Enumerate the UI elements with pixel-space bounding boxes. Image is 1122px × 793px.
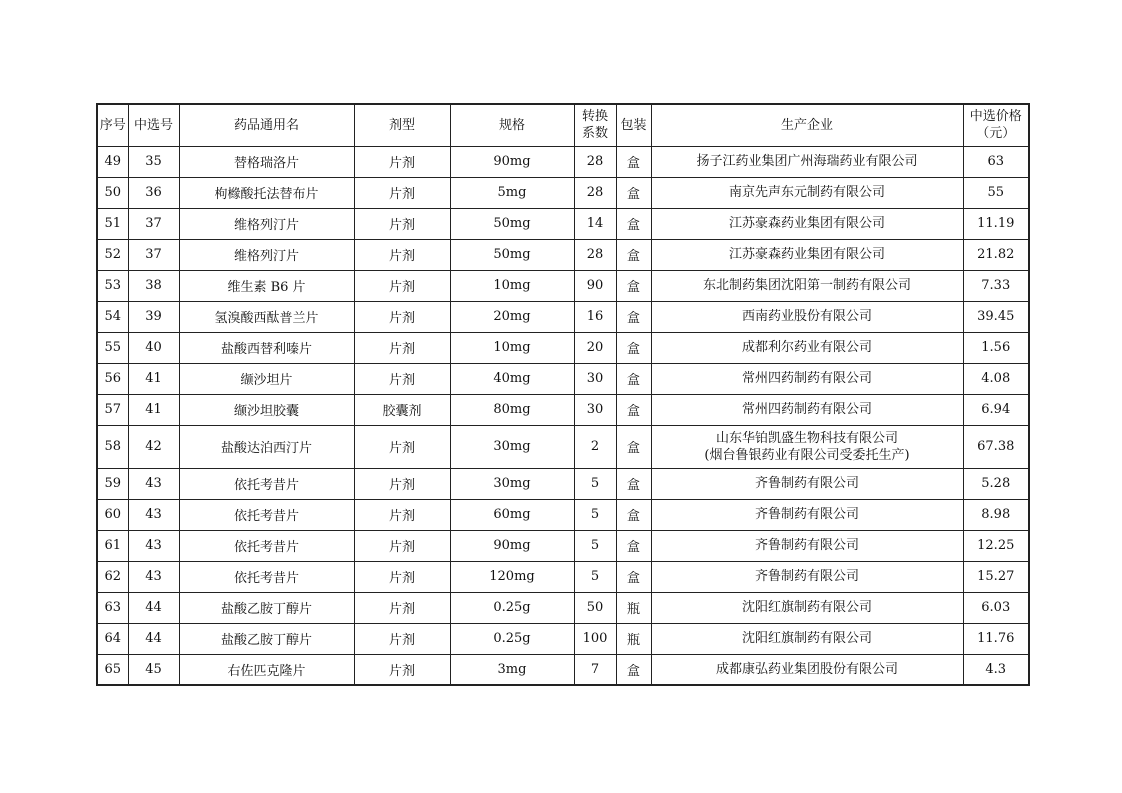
cell-price: 11.76 [963,623,1029,654]
cell-seq: 51 [97,208,128,239]
cell-dosage-form: 胶囊剂 [354,394,450,425]
cell-manufacturer [651,177,963,208]
cell-seq: 56 [97,363,128,394]
cell-dosage-form: 片剂 [354,177,450,208]
cell-package: 盒 [616,425,651,468]
cell-seq: 50 [97,177,128,208]
drug-price-table [96,103,1030,686]
header-specification: 规格 [450,104,574,146]
cell-seq: 61 [97,530,128,561]
cell-specification: 90mg [450,146,574,177]
cell-selection-number: 41 [128,394,179,425]
cell-conversion-factor: 5 [574,499,616,530]
cell-price: 6.94 [963,394,1029,425]
cell-drug-name: 依托考昔片 [179,499,354,530]
cell-conversion-factor: 14 [574,208,616,239]
cell-seq: 54 [97,301,128,332]
cell-conversion-factor: 28 [574,146,616,177]
cell-seq: 60 [97,499,128,530]
table-row [97,592,1029,623]
cell-dosage-form: 片剂 [354,239,450,270]
table-row [97,332,1029,363]
cell-conversion-factor: 2 [574,425,616,468]
cell-manufacturer [651,208,963,239]
cell-drug-name: 依托考昔片 [179,561,354,592]
cell-drug-name: 替格瑞洛片 [179,146,354,177]
cell-selection-number: 36 [128,177,179,208]
cell-dosage-form: 片剂 [354,499,450,530]
cell-manufacturer [651,654,963,685]
cell-price: 5.28 [963,468,1029,499]
cell-dosage-form: 片剂 [354,654,450,685]
cell-drug-name: 盐酸乙胺丁醇片 [179,623,354,654]
cell-drug-name: 依托考昔片 [179,468,354,499]
cell-price: 1.56 [963,332,1029,363]
cell-specification: 30mg [450,468,574,499]
cell-manufacturer [651,623,963,654]
cell-selection-number: 39 [128,301,179,332]
cell-manufacturer [651,499,963,530]
cell-drug-name: 维格列汀片 [179,208,354,239]
cell-specification: 50mg [450,239,574,270]
cell-price: 15.27 [963,561,1029,592]
cell-selection-number: 44 [128,592,179,623]
cell-dosage-form: 片剂 [354,468,450,499]
cell-drug-name: 维生素 B6 片 [179,270,354,301]
cell-specification: 80mg [450,394,574,425]
manufacturer-note: (烟台鲁银药业有限公司受委托生产) [704,447,910,463]
cell-selection-number: 43 [128,561,179,592]
cell-manufacturer [651,146,963,177]
cell-package: 盒 [616,561,651,592]
header-manufacturer: 生产企业 [651,104,963,146]
cell-drug-name: 缬沙坦胶囊 [179,394,354,425]
table-row [97,394,1029,425]
cell-price: 8.98 [963,499,1029,530]
cell-package: 盒 [616,332,651,363]
cell-selection-number: 42 [128,425,179,468]
cell-price: 7.33 [963,270,1029,301]
header-price [963,104,1029,146]
header-conversion-factor-line2: 系数 [581,126,608,142]
cell-dosage-form: 片剂 [354,363,450,394]
cell-price: 11.19 [963,208,1029,239]
header-conversion-factor [574,104,616,146]
cell-conversion-factor: 50 [574,592,616,623]
cell-drug-name: 缬沙坦片 [179,363,354,394]
cell-specification: 60mg [450,499,574,530]
cell-package: 盒 [616,301,651,332]
manufacturer-name: 常州四药制药有限公司 [741,371,872,386]
table-row [97,654,1029,685]
cell-package: 盒 [616,363,651,394]
table-row [97,270,1029,301]
header-dosage-form: 剂型 [354,104,450,146]
cell-dosage-form: 片剂 [354,425,450,468]
table-row [97,146,1029,177]
manufacturer-name: 东北制药集团沈阳第一制药有限公司 [702,278,911,293]
cell-manufacturer [651,530,963,561]
header-price-line1: 中选价格 [969,109,1022,125]
cell-price: 12.25 [963,530,1029,561]
cell-package: 盒 [616,468,651,499]
cell-selection-number: 43 [128,530,179,561]
cell-specification: 30mg [450,425,574,468]
cell-drug-name: 依托考昔片 [179,530,354,561]
header-package: 包装 [616,104,651,146]
cell-package: 瓶 [616,623,651,654]
manufacturer-name: 成都康弘药业集团股份有限公司 [715,661,898,677]
cell-selection-number: 43 [128,499,179,530]
table-row [97,499,1029,530]
cell-package: 盒 [616,530,651,561]
cell-dosage-form: 片剂 [354,301,450,332]
cell-conversion-factor: 5 [574,530,616,561]
cell-package: 盒 [616,146,651,177]
cell-specification: 20mg [450,301,574,332]
manufacturer-name: 西南药业股份有限公司 [741,309,872,324]
manufacturer-name: 常州四药制药有限公司 [741,402,872,417]
cell-manufacturer [651,363,963,394]
cell-seq: 58 [97,425,128,468]
cell-dosage-form: 片剂 [354,561,450,592]
cell-package: 盒 [616,499,651,530]
cell-dosage-form: 片剂 [354,623,450,654]
cell-dosage-form: 片剂 [354,208,450,239]
cell-conversion-factor: 7 [574,654,616,685]
cell-manufacturer [651,394,963,425]
cell-manufacturer [651,592,963,623]
header-drug-name: 药品通用名 [179,104,354,146]
manufacturer-name: 江苏豪森药业集团有限公司 [728,216,885,231]
cell-dosage-form: 片剂 [354,530,450,561]
cell-specification: 3mg [450,654,574,685]
cell-selection-number: 40 [128,332,179,363]
cell-specification: 0.25g [450,623,574,654]
cell-seq: 59 [97,468,128,499]
cell-price: 6.03 [963,592,1029,623]
table-row [97,363,1029,394]
cell-specification: 0.25g [450,592,574,623]
cell-selection-number: 37 [128,208,179,239]
manufacturer-name: 沈阳红旗制药有限公司 [741,600,872,615]
manufacturer-name: 齐鲁制药有限公司 [754,507,859,522]
cell-dosage-form: 片剂 [354,270,450,301]
cell-package: 盒 [616,270,651,301]
manufacturer-name: 南京先声东元制药有限公司 [728,185,885,200]
cell-seq: 65 [97,654,128,685]
manufacturer-name: 扬子江药业集团广州海瑞药业有限公司 [696,154,918,169]
cell-conversion-factor: 28 [574,177,616,208]
header-conversion-factor-line1: 转换 [581,109,608,125]
cell-manufacturer [651,561,963,592]
cell-conversion-factor: 30 [574,394,616,425]
table-row [97,468,1029,499]
cell-seq: 63 [97,592,128,623]
cell-drug-name: 盐酸达泊西汀片 [179,425,354,468]
cell-conversion-factor: 30 [574,363,616,394]
cell-price: 67.38 [963,425,1029,468]
cell-selection-number: 44 [128,623,179,654]
manufacturer-name: 山东华铂凯盛生物科技有限公司 [715,430,898,446]
table-row [97,530,1029,561]
cell-manufacturer [651,301,963,332]
cell-conversion-factor: 5 [574,561,616,592]
cell-manufacturer [651,332,963,363]
cell-drug-name: 枸橼酸托法替布片 [179,177,354,208]
cell-manufacturer [651,425,963,468]
cell-package: 盒 [616,177,651,208]
cell-price: 4.08 [963,363,1029,394]
cell-seq: 62 [97,561,128,592]
cell-conversion-factor: 28 [574,239,616,270]
cell-conversion-factor: 16 [574,301,616,332]
cell-selection-number: 37 [128,239,179,270]
cell-specification: 10mg [450,270,574,301]
cell-conversion-factor: 5 [574,468,616,499]
cell-package: 盒 [616,208,651,239]
cell-seq: 49 [97,146,128,177]
cell-price: 4.3 [963,654,1029,685]
cell-dosage-form: 片剂 [354,146,450,177]
header-seq: 序号 [97,104,128,146]
cell-package: 盒 [616,239,651,270]
cell-package: 盒 [616,394,651,425]
cell-dosage-form: 片剂 [354,592,450,623]
header-price-line2: （元） [976,126,1016,142]
cell-seq: 55 [97,332,128,363]
manufacturer-name: 沈阳红旗制药有限公司 [741,631,872,646]
manufacturer-name: 成都利尔药业有限公司 [741,340,872,355]
cell-specification: 40mg [450,363,574,394]
table-row [97,561,1029,592]
cell-package: 盒 [616,654,651,685]
cell-selection-number: 45 [128,654,179,685]
cell-drug-name: 右佐匹克隆片 [179,654,354,685]
manufacturer-name: 江苏豪森药业集团有限公司 [728,247,885,262]
cell-price: 39.45 [963,301,1029,332]
cell-manufacturer [651,270,963,301]
manufacturer-name: 齐鲁制药有限公司 [754,569,859,584]
table-row [97,301,1029,332]
cell-seq: 53 [97,270,128,301]
cell-conversion-factor: 90 [574,270,616,301]
cell-drug-name: 盐酸西替利嗪片 [179,332,354,363]
header-selection-number: 中选号 [128,104,179,146]
table-row [97,208,1029,239]
cell-price: 21.82 [963,239,1029,270]
table-row [97,425,1029,468]
table-row [97,239,1029,270]
cell-drug-name: 维格列汀片 [179,239,354,270]
cell-selection-number: 38 [128,270,179,301]
cell-selection-number: 43 [128,468,179,499]
cell-selection-number: 35 [128,146,179,177]
table-header-row [97,104,1029,146]
cell-dosage-form: 片剂 [354,332,450,363]
cell-price: 55 [963,177,1029,208]
manufacturer-name: 齐鲁制药有限公司 [754,538,859,553]
cell-seq: 64 [97,623,128,654]
cell-specification: 10mg [450,332,574,363]
cell-seq: 52 [97,239,128,270]
cell-specification: 90mg [450,530,574,561]
cell-specification: 50mg [450,208,574,239]
cell-price: 63 [963,146,1029,177]
cell-drug-name: 氢溴酸西酞普兰片 [179,301,354,332]
cell-conversion-factor: 100 [574,623,616,654]
cell-manufacturer [651,239,963,270]
cell-manufacturer [651,468,963,499]
cell-package: 瓶 [616,592,651,623]
cell-drug-name: 盐酸乙胺丁醇片 [179,592,354,623]
cell-seq: 57 [97,394,128,425]
table-row [97,623,1029,654]
cell-specification: 5mg [450,177,574,208]
cell-selection-number: 41 [128,363,179,394]
table-row [97,177,1029,208]
table-body [97,146,1029,685]
cell-conversion-factor: 20 [574,332,616,363]
manufacturer-name: 齐鲁制药有限公司 [754,476,859,491]
cell-specification: 120mg [450,561,574,592]
